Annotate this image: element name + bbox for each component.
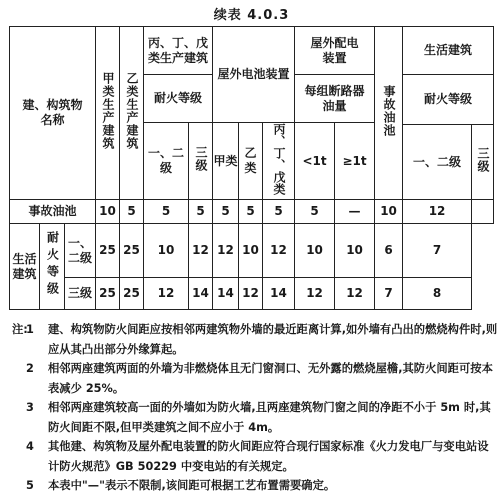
table-cell: 14 — [263, 278, 295, 310]
fire-distance-table — [9, 26, 494, 310]
note-number: 1 — [26, 323, 34, 336]
notes-label: 注: — [12, 323, 28, 336]
header-battery-b: 乙类 — [239, 123, 263, 200]
table-cell — [472, 200, 494, 224]
table-cell: 12 — [144, 278, 189, 310]
table-row — [10, 278, 494, 310]
header-battery-a: 甲类 — [213, 123, 239, 200]
header-distribution-device: 屋外配电装置 — [295, 27, 375, 75]
table-cell: 12 — [213, 224, 239, 278]
row-label-grade-1-2: 一、二级 — [65, 224, 96, 278]
header-building-name: 建、构筑物名称 — [10, 27, 96, 200]
table-cell: 5 — [189, 200, 213, 224]
note-text: 相邻两座建筑较高一面的外墙如为防火墙,且两座建筑物门窗之间的净距不小于 5m 时,其防火间距不限,但甲类建筑之间不应小于 4m。 — [48, 401, 491, 434]
table-cell: — — [335, 200, 375, 224]
note-number: 4 — [26, 440, 34, 453]
table-cell: 5 — [295, 200, 335, 224]
notes — [12, 320, 498, 496]
note-text: 相邻两座建筑两面的外墙为非燃烧体且无门窗洞口、无外露的燃烧屋檐,其防火间距可按本表减少 25%。 — [48, 362, 493, 395]
header-cde-buildings: 丙、丁、戊类生产建筑 — [144, 27, 213, 75]
table-cell: 12 — [295, 278, 335, 310]
table-cell: 10 — [375, 200, 403, 224]
header-lt-1t: <1t — [295, 123, 335, 200]
header-grade-3: 三级 — [189, 123, 213, 200]
table-cell: 10 — [295, 224, 335, 278]
note-text: 建、构筑物防火间距应按相邻两建筑物外墙的最近距离计算,如外墙有凸出的燃烧构件时,则应从其凸出部分外缘算起。 — [48, 323, 498, 356]
header-class-a: 甲类生产建筑 — [96, 27, 120, 200]
header-class-b: 乙类生产建筑 — [120, 27, 144, 200]
table-cell: 10 — [239, 224, 263, 278]
table-title: 续表 4.0.3 — [213, 8, 290, 23]
table-cell: 14 — [213, 278, 239, 310]
table-cell: 5 — [120, 200, 144, 224]
header-living-fire-grade: 耐火等级 — [403, 75, 494, 125]
table-cell: 25 — [120, 278, 144, 310]
table-cell: 12 — [189, 224, 213, 278]
note-item — [12, 476, 498, 496]
header-battery-cde: 丙、丁、戊类 — [263, 123, 295, 200]
header-living-grade-1-2: 一、二级 — [403, 125, 472, 200]
table-cell: 5 — [213, 200, 239, 224]
table-cell: 5 — [144, 200, 189, 224]
note-item — [12, 437, 498, 476]
row-label-grade-3: 三级 — [65, 278, 96, 310]
table-cell: 6 — [375, 224, 403, 278]
header-grade-1-2: 一、二级 — [144, 123, 189, 200]
note-text: 本表中"—"表示不限制,该间距可根据工艺布置需要确定。 — [48, 479, 336, 492]
table-cell: 10 — [144, 224, 189, 278]
row-label-oil-pool: 事故油池 — [10, 200, 96, 224]
table-cell: 25 — [96, 278, 120, 310]
header-fire-grade: 耐火等级 — [144, 75, 213, 123]
note-number: 5 — [26, 479, 34, 492]
table-cell: 12 — [403, 200, 472, 224]
header-breaker-oil: 每组断路器油量 — [295, 75, 375, 123]
header-living-grade-3: 三级 — [472, 125, 494, 200]
table-row — [10, 224, 494, 278]
note-item — [12, 320, 498, 359]
note-number: 2 — [26, 362, 34, 375]
table-cell: 10 — [335, 224, 375, 278]
table-cell: 12 — [335, 278, 375, 310]
header-battery-device: 屋外电池装置 — [213, 27, 295, 123]
table-cell: 5 — [263, 200, 295, 224]
header-living-building: 生活建筑 — [403, 27, 494, 75]
header-oil-pool: 事故油池 — [375, 27, 403, 200]
note-text: 其他建、构筑物及屋外配电装置的防火间距应符合现行国家标准《火力发电厂与变电站设计防火规范》GB 50229 中变电站的有关规定。 — [48, 440, 489, 473]
table-cell: 12 — [239, 278, 263, 310]
table-row — [10, 200, 494, 224]
table-cell: 8 — [403, 278, 472, 310]
table-cell: 25 — [120, 224, 144, 278]
table-cell: 7 — [375, 278, 403, 310]
table-cell: 12 — [263, 224, 295, 278]
table-cell: 7 — [403, 224, 472, 278]
table-cell: 14 — [189, 278, 213, 310]
note-item — [12, 398, 498, 437]
table-cell: 5 — [239, 200, 263, 224]
header-ge-1t: ≥1t — [335, 123, 375, 200]
row-label-fire-grade: 耐火等级 — [40, 224, 65, 310]
note-item — [12, 359, 498, 398]
table-cell: 10 — [96, 200, 120, 224]
row-label-living: 生活建筑 — [10, 224, 40, 310]
note-number: 3 — [26, 401, 34, 414]
table-cell: 25 — [96, 224, 120, 278]
